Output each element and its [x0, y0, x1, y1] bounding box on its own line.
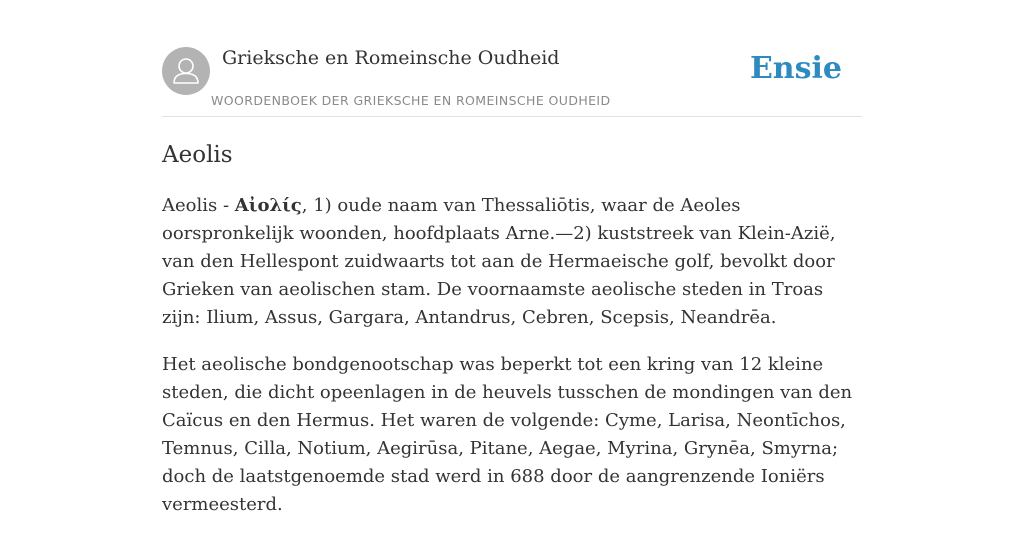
- paragraph-1-rest: , 1) oude naam van Thessaliōtis, waar de Aeoles oorspronkelijk woonden, hoofdplaats Arne.—2) kuststreek van Klein-Azië, van den Hellespont zuidwaarts tot aan de Hermaeische golf, bevolkt door Grieken van aeolischen stam. De voornaamste aeolische steden in Troas zijn: Ilium, Assus, Gargara, Antandrus, Cebren, Scepsis, Neandrēa.: [162, 195, 836, 328]
- header: [162, 0, 862, 117]
- paragraph-2: Het aeolische bondgenootschap was beperkt tot een kring van 12 kleine steden, die dicht opeenlagen in de heuvels tusschen de mondingen van den Caïcus en den Hermus. Het waren de volgende: Cyme, Larisa, Neontīchos, Temnus, Cilla, Notium, Aegirūsa, Pitane, Aegae, Myrina, Grynēa, Smyrna; doch de laatstgenoemde stad werd in 688 door de aangrenzende Ioniërs vermeesterd.: [162, 354, 853, 515]
- avatar[interactable]: [162, 47, 210, 95]
- article-title: Aeolis: [162, 142, 233, 168]
- page: [162, 0, 862, 515]
- greek-term: Αἰολίς: [234, 195, 302, 216]
- user-icon: [162, 47, 210, 95]
- article-body: [162, 192, 862, 538]
- paragraph-1-lead: Aeolis -: [162, 195, 235, 216]
- site-subtitle: WOORDENBOEK DER GRIEKSCHE EN ROMEINSCHE OUDHEID: [211, 93, 611, 108]
- ensie-logo[interactable]: Ensie: [749, 51, 842, 86]
- paragraph-1: [162, 192, 862, 332]
- site-name-link[interactable]: Grieksche en Romeinsche Oudheid: [222, 47, 560, 69]
